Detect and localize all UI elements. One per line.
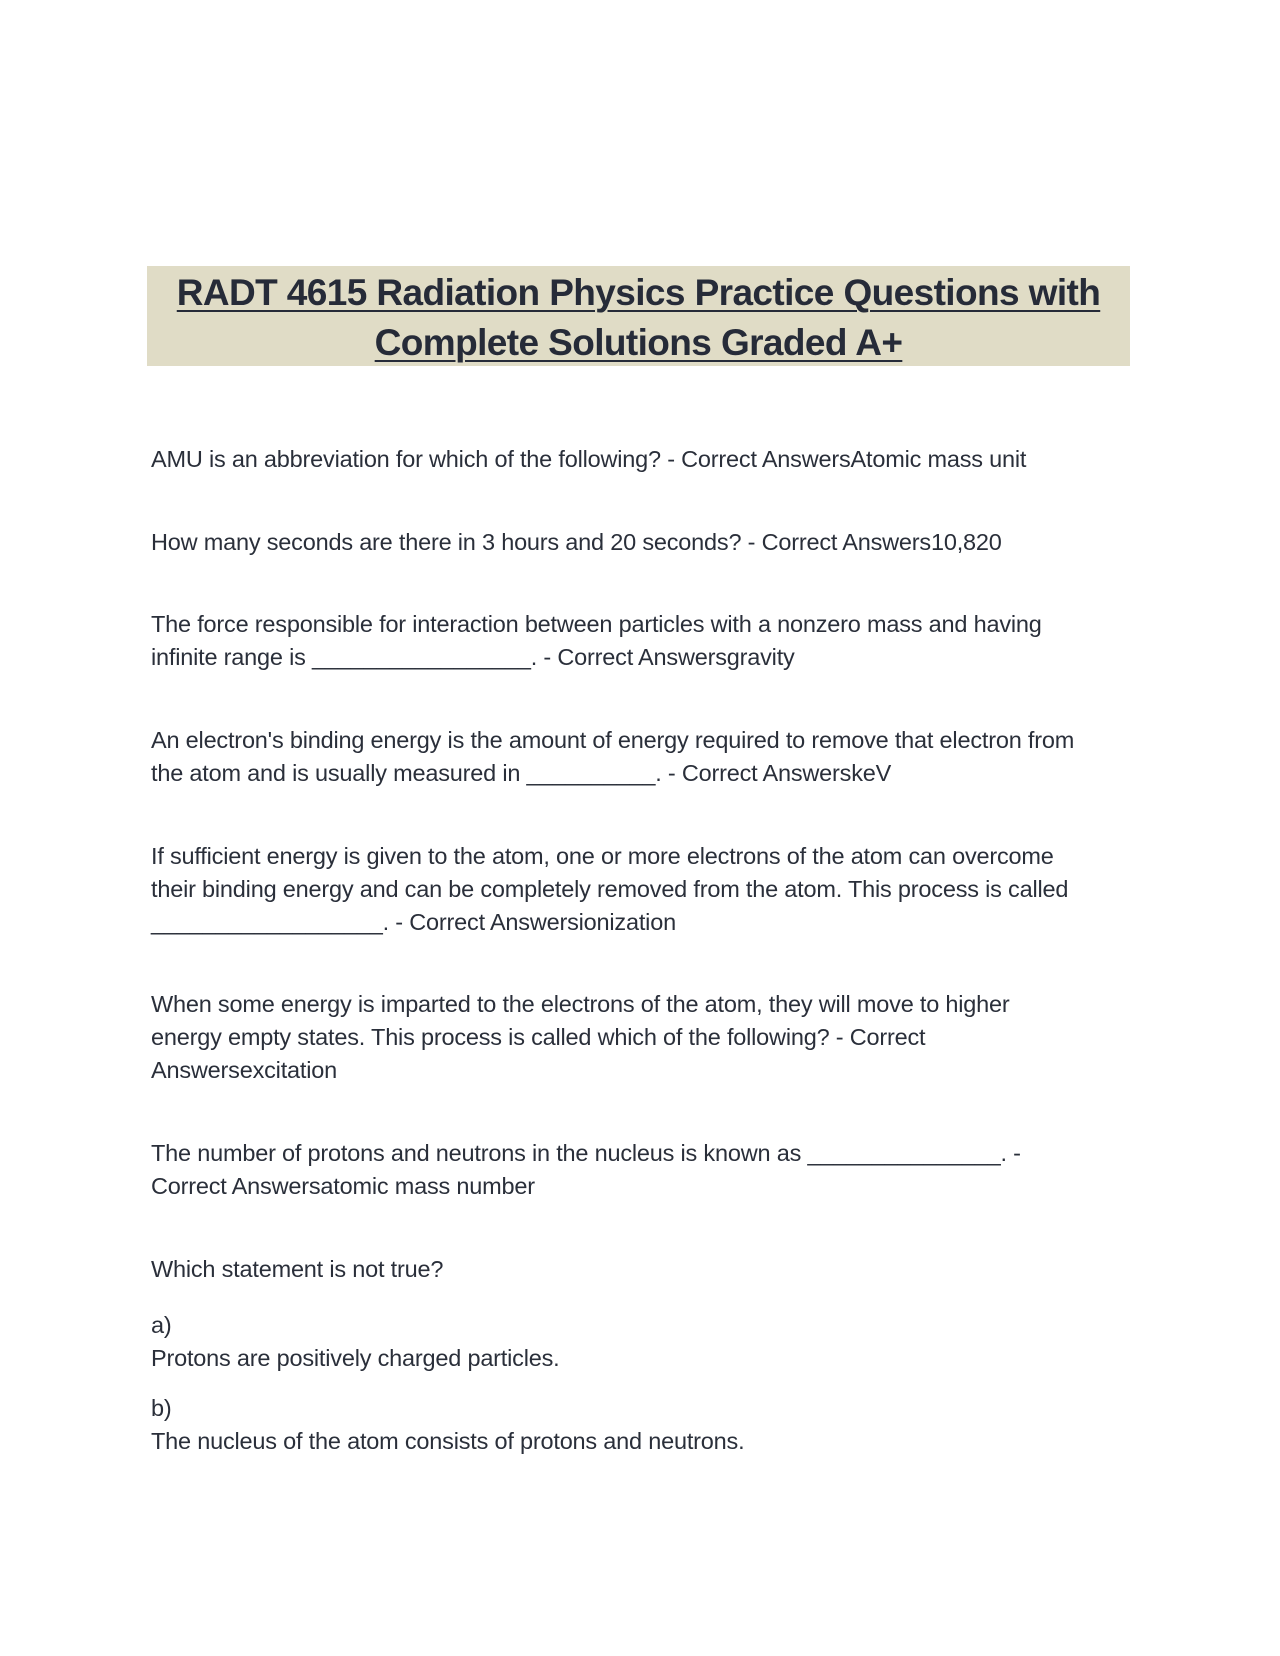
question-seconds: How many seconds are there in 3 hours and 20 seconds? - Correct Answers10,820 xyxy=(151,529,1002,555)
title-line-1: RADT 4615 Radiation Physics Practice Questions with xyxy=(176,272,1101,313)
option-b: b) The nucleus of the atom consists of protons and neutrons. xyxy=(151,1395,745,1454)
question-binding-energy: An electron's binding energy is the amount of energy required to remove that electron from the atom and is usually measured in __________. - Correct AnswerskeV xyxy=(151,727,1075,786)
question-not-true: Which statement is not true? xyxy=(151,1256,444,1282)
question-ionization: If sufficient energy is given to the atom, one or more electrons of the atom can overcome their binding energy and can be completely removed from the atom. This process is called __________________. - Correct Answersionization xyxy=(151,843,1069,935)
question-force: The force responsible for interaction between particles with a nonzero mass and having infinite range is _________________. - Correct Answersgravity xyxy=(151,611,1042,670)
question-mass-number: The number of protons and neutrons in the nucleus is known as _______________. - Correct Answersatomic mass number xyxy=(151,1140,1021,1199)
document-title xyxy=(147,266,1130,366)
option-a: a) Protons are positively charged particles. xyxy=(151,1312,560,1371)
question-excitation: When some energy is imparted to the electrons of the atom, they will move to higher energy empty states. This process is called which of the following? - Correct Answersexcitation xyxy=(151,991,1010,1083)
title-line-2: Complete Solutions Graded A+ xyxy=(374,322,903,363)
question-amu: AMU is an abbreviation for which of the following? - Correct AnswersAtomic mass unit xyxy=(151,446,1027,472)
